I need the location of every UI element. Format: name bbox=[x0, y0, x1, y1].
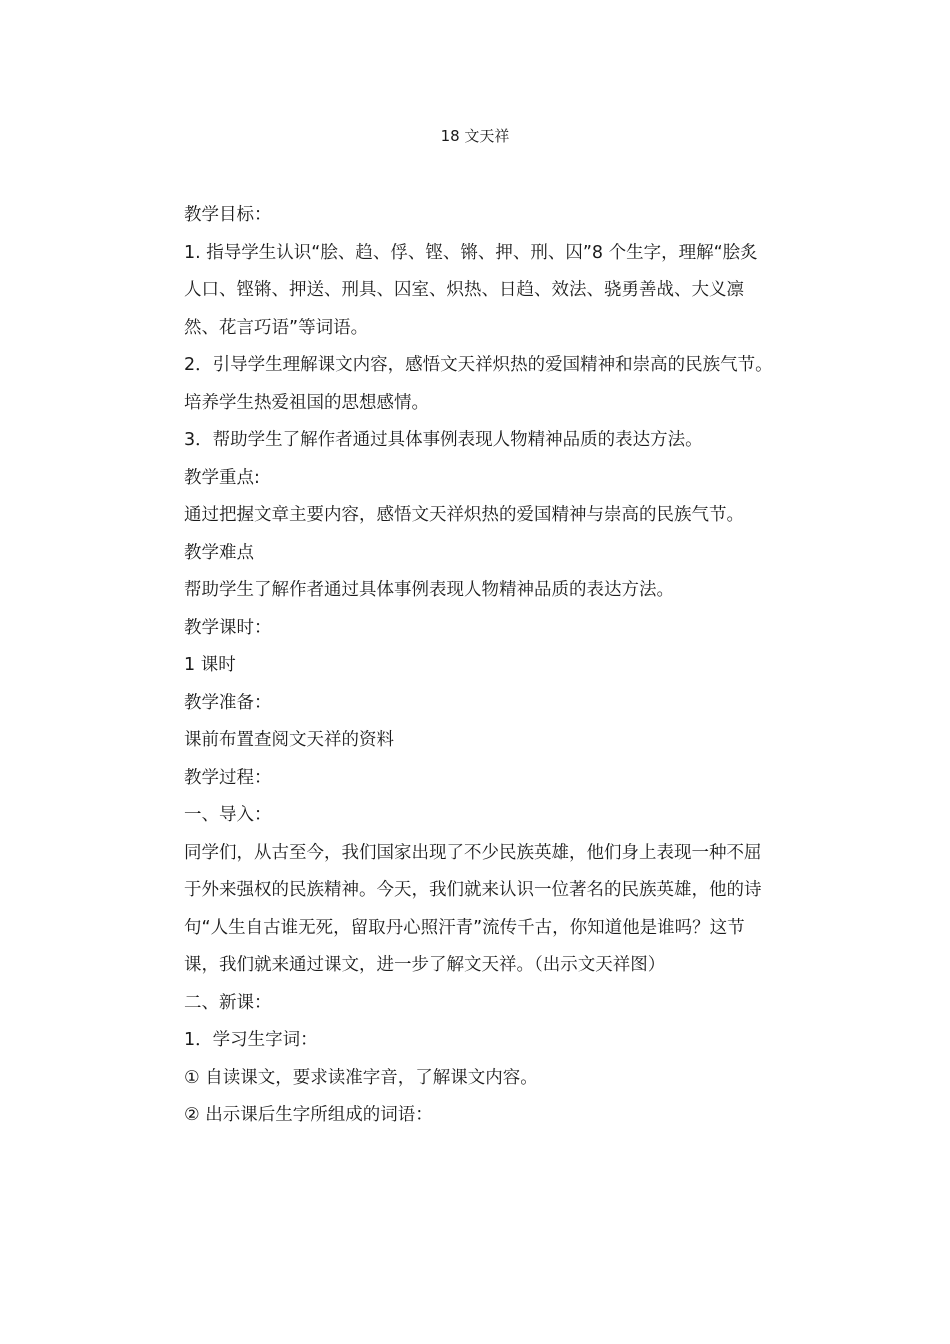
intro-text: 同学们，从古至今，我们国家出现了不少民族英雄，他们身上表现一种不屈于外来强权的民族精神。今天，我们就来认识一位著名的民族英雄，他的诗句“人生自古谁无死，留取丹心照汗青”流传千古，你知道他是谁吗？这节课，我们就来通过课文，进一步了解文天祥。（出示文天祥图） bbox=[184, 842, 762, 975]
section-heading-objectives: 教学目标： bbox=[184, 205, 272, 225]
new-lesson-subitem-1: ① 自读课文，要求读准字音，了解课文内容。 bbox=[184, 1067, 538, 1088]
objective-item-3: 3．帮助学生了解作者通过具体事例表现人物精神品质的表达方法。 bbox=[184, 430, 703, 450]
process-step-intro-heading: 一、导入： bbox=[184, 805, 272, 825]
new-lesson-subitem-2: ② 出示课后生字所组成的词语： bbox=[184, 1105, 433, 1125]
section-heading-difficulties: 教学难点 bbox=[184, 542, 254, 563]
document-title: 18 文天祥 bbox=[440, 127, 510, 145]
objective-item-1: 1. 指导学生认识“脍、趋、俘、铿、锵、押、刑、囚”8 个生字，理解“脍炙人口、铿锵、押送、刑具、囚室、炽热、日趋、效法、骁勇善战、大义凛然、花言巧语”等词语。 bbox=[184, 242, 758, 338]
preparation-text: 课前布置查阅文天祥的资料 bbox=[184, 730, 394, 750]
section-heading-preparation: 教学准备： bbox=[184, 692, 272, 713]
difficulties-text: 帮助学生了解作者通过具体事例表现人物精神品质的表达方法。 bbox=[184, 580, 674, 600]
document-body bbox=[184, 197, 774, 1135]
key-points-text: 通过把握文章主要内容，感悟文天祥炽热的爱国精神与崇高的民族气节。 bbox=[184, 505, 744, 525]
class-hours-text: 1 课时 bbox=[184, 655, 236, 675]
objective-item-2: 2．引导学生理解课文内容，感悟文天祥炽热的爱国精神和崇高的民族气节。培养学生热爱祖国的思想感情。 bbox=[184, 355, 773, 413]
section-heading-key-points: 教学重点: bbox=[184, 467, 260, 488]
section-heading-class-hours: 教学课时： bbox=[184, 617, 272, 638]
section-heading-process: 教学过程： bbox=[184, 767, 272, 788]
new-lesson-item-1: 1．学习生字词： bbox=[184, 1030, 318, 1050]
process-step-new-lesson-heading: 二、新课： bbox=[184, 992, 272, 1013]
